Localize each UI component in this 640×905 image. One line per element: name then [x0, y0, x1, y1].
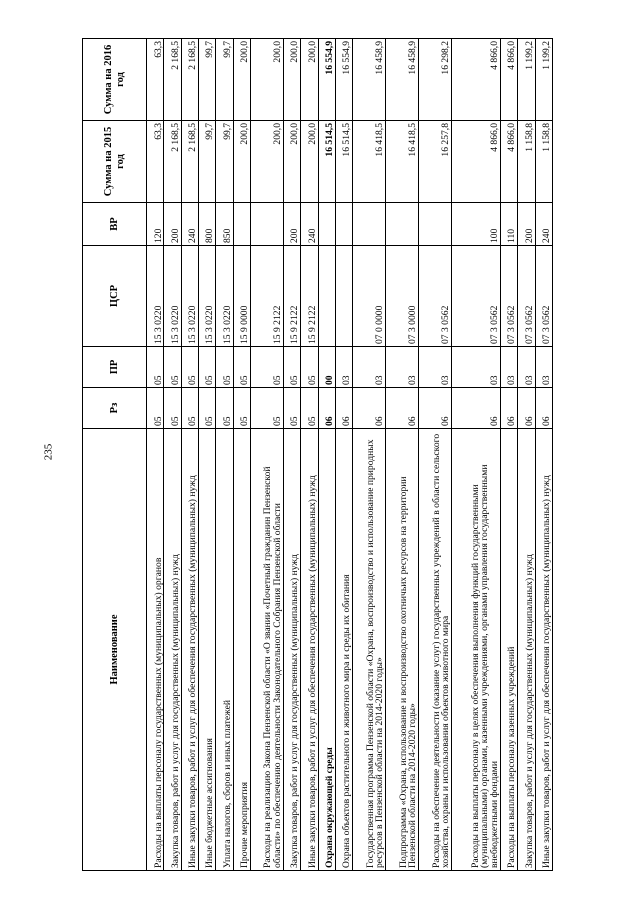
- cell-vr: 240: [535, 203, 552, 246]
- cell-vr: 200: [164, 203, 181, 246]
- cell-csr: [318, 246, 335, 347]
- cell-csr: 15 9 2122: [250, 246, 283, 347]
- cell-sum2015: 200,0: [233, 121, 250, 203]
- cell-sum2016: 4 866,0: [500, 39, 517, 121]
- header-name: Наименование: [83, 429, 147, 871]
- header-sum-2015: Сумма на 2015 год: [83, 121, 147, 203]
- cell-rz: 06: [353, 388, 386, 429]
- cell-pr: 05: [283, 347, 300, 388]
- table-row: [535, 39, 552, 871]
- cell-name: Закупка товаров, работ и услуг для государственных (муниципальных) нужд: [518, 429, 535, 871]
- cell-sum2015: 16 514,5: [335, 121, 352, 203]
- cell-name: Иные закупки товаров, работ и услуг для обеспечения государственных (муниципальных) нужд: [535, 429, 552, 871]
- cell-pr: 03: [386, 347, 419, 388]
- cell-name: Иные закупки товаров, работ и услуг для обеспечения государственных (муниципальных) нужд: [181, 429, 198, 871]
- header-pr: ПР: [83, 347, 147, 388]
- cell-vr: [353, 203, 386, 246]
- cell-name: Прочие мероприятия: [233, 429, 250, 871]
- cell-sum2015: 2 168,5: [181, 121, 198, 203]
- table-row: [335, 39, 352, 871]
- cell-csr: 15 9 0000: [233, 246, 250, 347]
- cell-csr: 07 3 0562: [452, 246, 501, 347]
- cell-vr: 240: [181, 203, 198, 246]
- cell-sum2016: 16 554,9: [318, 39, 335, 121]
- cell-rz: 06: [518, 388, 535, 429]
- cell-name: Иные бюджетные ассигнования: [198, 429, 215, 871]
- table-row: [318, 39, 335, 871]
- cell-sum2016: 2 168,5: [164, 39, 181, 121]
- cell-sum2015: 99,7: [216, 121, 233, 203]
- cell-pr: 05: [250, 347, 283, 388]
- cell-name: Государственная программа Пензенской области «Охрана, воспроизводство и использование природных ресурсов в Пензенской области на 2014-2020 годы»: [353, 429, 386, 871]
- cell-pr: 05: [233, 347, 250, 388]
- cell-vr: [419, 203, 452, 246]
- cell-pr: 03: [419, 347, 452, 388]
- cell-pr: 03: [535, 347, 552, 388]
- cell-sum2016: 63,3: [147, 39, 164, 121]
- table-header-row: [83, 39, 147, 871]
- page-number-text: 235: [42, 443, 54, 461]
- cell-pr: 03: [452, 347, 501, 388]
- cell-rz: 05: [198, 388, 215, 429]
- table-row: [198, 39, 215, 871]
- table-row: [386, 39, 419, 871]
- cell-sum2015: 4 866,0: [500, 121, 517, 203]
- cell-vr: [335, 203, 352, 246]
- header-sum-2016: Сумма на 2016 год: [83, 39, 147, 121]
- cell-sum2015: 4 866,0: [452, 121, 501, 203]
- cell-name: Расходы на выплаты персоналу государственных (муниципальных) органов: [147, 429, 164, 871]
- cell-sum2016: 99,7: [216, 39, 233, 121]
- cell-sum2015: 99,7: [198, 121, 215, 203]
- cell-pr: 03: [335, 347, 352, 388]
- table-row: [233, 39, 250, 871]
- cell-sum2016: 1 199,2: [535, 39, 552, 121]
- cell-csr: 15 9 2122: [301, 246, 318, 347]
- table-row: [301, 39, 318, 871]
- rotated-table-container: [82, 39, 553, 871]
- cell-sum2016: 99,7: [198, 39, 215, 121]
- cell-vr: [233, 203, 250, 246]
- cell-name: Уплата налогов, сборов и иных платежей: [216, 429, 233, 871]
- cell-pr: 03: [353, 347, 386, 388]
- header-csr: ЦСР: [83, 246, 147, 347]
- cell-rz: 06: [500, 388, 517, 429]
- cell-sum2015: 63,3: [147, 121, 164, 203]
- table-row: [500, 39, 517, 871]
- table-row: [181, 39, 198, 871]
- cell-vr: [250, 203, 283, 246]
- cell-vr: 110: [500, 203, 517, 246]
- cell-vr: 200: [518, 203, 535, 246]
- cell-name: Охрана окружающей среды: [318, 429, 335, 871]
- cell-rz: 06: [318, 388, 335, 429]
- cell-csr: 15 3 0220: [164, 246, 181, 347]
- cell-sum2016: 200,0: [283, 39, 300, 121]
- cell-name: Иные закупки товаров, работ и услуг для обеспечения государственных (муниципальных) нужд: [301, 429, 318, 871]
- table-row: [518, 39, 535, 871]
- cell-rz: 06: [535, 388, 552, 429]
- table-row: [147, 39, 164, 871]
- cell-sum2015: 2 168,5: [164, 121, 181, 203]
- cell-pr: 05: [301, 347, 318, 388]
- cell-sum2015: 16 257,8: [419, 121, 452, 203]
- cell-vr: 100: [452, 203, 501, 246]
- cell-sum2016: 16 554,9: [335, 39, 352, 121]
- page-number: [36, 440, 60, 464]
- cell-name: Охрана объектов растительного и животного мира и среды их обитания: [335, 429, 352, 871]
- cell-rz: 05: [233, 388, 250, 429]
- cell-rz: 05: [301, 388, 318, 429]
- table-row: [250, 39, 283, 871]
- table-row: [283, 39, 300, 871]
- cell-name: Расходы на выплаты персоналу в целях обеспечения выполнения функций государственными (муниципальными) органами, казенными учреждениями, органами управления государственными внебюджетными фондами: [452, 429, 501, 871]
- cell-sum2015: 200,0: [301, 121, 318, 203]
- cell-sum2015: 1 158,8: [535, 121, 552, 203]
- cell-sum2016: 16 298,2: [419, 39, 452, 121]
- cell-pr: 05: [198, 347, 215, 388]
- cell-csr: 15 9 2122: [283, 246, 300, 347]
- cell-vr: 120: [147, 203, 164, 246]
- cell-csr: [335, 246, 352, 347]
- cell-name: Расходы на обеспечение деятельности (оказание услуг) государственных учреждений в области сельского хозяйства, охраны и использования объектов животного мира: [419, 429, 452, 871]
- cell-name: Закупка товаров, работ и услуг для государственных (муниципальных) нужд: [164, 429, 181, 871]
- cell-rz: 05: [181, 388, 198, 429]
- cell-csr: 15 3 0220: [216, 246, 233, 347]
- cell-rz: 06: [452, 388, 501, 429]
- header-rz: Рз: [83, 388, 147, 429]
- cell-sum2015: 16 418,5: [386, 121, 419, 203]
- cell-name: Закупка товаров, работ и услуг для государственных (муниципальных) нужд: [283, 429, 300, 871]
- cell-sum2016: 4 866,0: [452, 39, 501, 121]
- cell-sum2015: 16 418,5: [353, 121, 386, 203]
- cell-rz: 06: [386, 388, 419, 429]
- cell-rz: 06: [335, 388, 352, 429]
- cell-csr: 07 3 0562: [518, 246, 535, 347]
- cell-rz: 05: [147, 388, 164, 429]
- cell-csr: 07 3 0562: [419, 246, 452, 347]
- cell-vr: 850: [216, 203, 233, 246]
- cell-sum2016: 200,0: [301, 39, 318, 121]
- table-body: [147, 39, 553, 871]
- cell-sum2016: 16 458,9: [386, 39, 419, 121]
- cell-pr: 05: [164, 347, 181, 388]
- cell-name: Подпрограмма «Охрана, использование и воспроизводство охотничьих ресурсов на территории Пензенской области на 2014-2020 годы»: [386, 429, 419, 871]
- cell-csr: 15 3 0220: [181, 246, 198, 347]
- cell-csr: 07 0 0000: [353, 246, 386, 347]
- cell-pr: 00: [318, 347, 335, 388]
- cell-csr: 07 3 0562: [535, 246, 552, 347]
- cell-sum2016: 200,0: [233, 39, 250, 121]
- cell-rz: 05: [216, 388, 233, 429]
- cell-sum2016: 200,0: [250, 39, 283, 121]
- cell-csr: 15 3 0220: [198, 246, 215, 347]
- cell-sum2016: 2 168,5: [181, 39, 198, 121]
- table-row: [419, 39, 452, 871]
- cell-vr: 800: [198, 203, 215, 246]
- table-row: [164, 39, 181, 871]
- cell-vr: 240: [301, 203, 318, 246]
- cell-vr: [386, 203, 419, 246]
- cell-rz: 05: [283, 388, 300, 429]
- cell-pr: 05: [147, 347, 164, 388]
- header-vr: ВР: [83, 203, 147, 246]
- cell-pr: 05: [181, 347, 198, 388]
- cell-vr: [318, 203, 335, 246]
- cell-rz: 06: [419, 388, 452, 429]
- cell-csr: 07 3 0562: [500, 246, 517, 347]
- cell-csr: 07 3 0000: [386, 246, 419, 347]
- cell-sum2015: 1 158,8: [518, 121, 535, 203]
- budget-table: [82, 38, 553, 871]
- cell-pr: 03: [518, 347, 535, 388]
- cell-pr: 05: [216, 347, 233, 388]
- cell-sum2016: 1 199,2: [518, 39, 535, 121]
- cell-sum2015: 200,0: [250, 121, 283, 203]
- cell-name: Расходы на реализацию Закона Пензенской области «О звании «Почетный гражданин Пензенской области» по обеспечению деятельности Законодательного Собрания Пензенской области: [250, 429, 283, 871]
- cell-rz: 05: [250, 388, 283, 429]
- cell-sum2015: 200,0: [283, 121, 300, 203]
- cell-rz: 05: [164, 388, 181, 429]
- cell-csr: 15 3 0220: [147, 246, 164, 347]
- cell-pr: 03: [500, 347, 517, 388]
- table-row: [452, 39, 501, 871]
- cell-sum2015: 16 514,5: [318, 121, 335, 203]
- cell-vr: 200: [283, 203, 300, 246]
- cell-sum2016: 16 458,9: [353, 39, 386, 121]
- table-row: [216, 39, 233, 871]
- cell-name: Расходы на выплаты персоналу казенных учреждений: [500, 429, 517, 871]
- table-row: [353, 39, 386, 871]
